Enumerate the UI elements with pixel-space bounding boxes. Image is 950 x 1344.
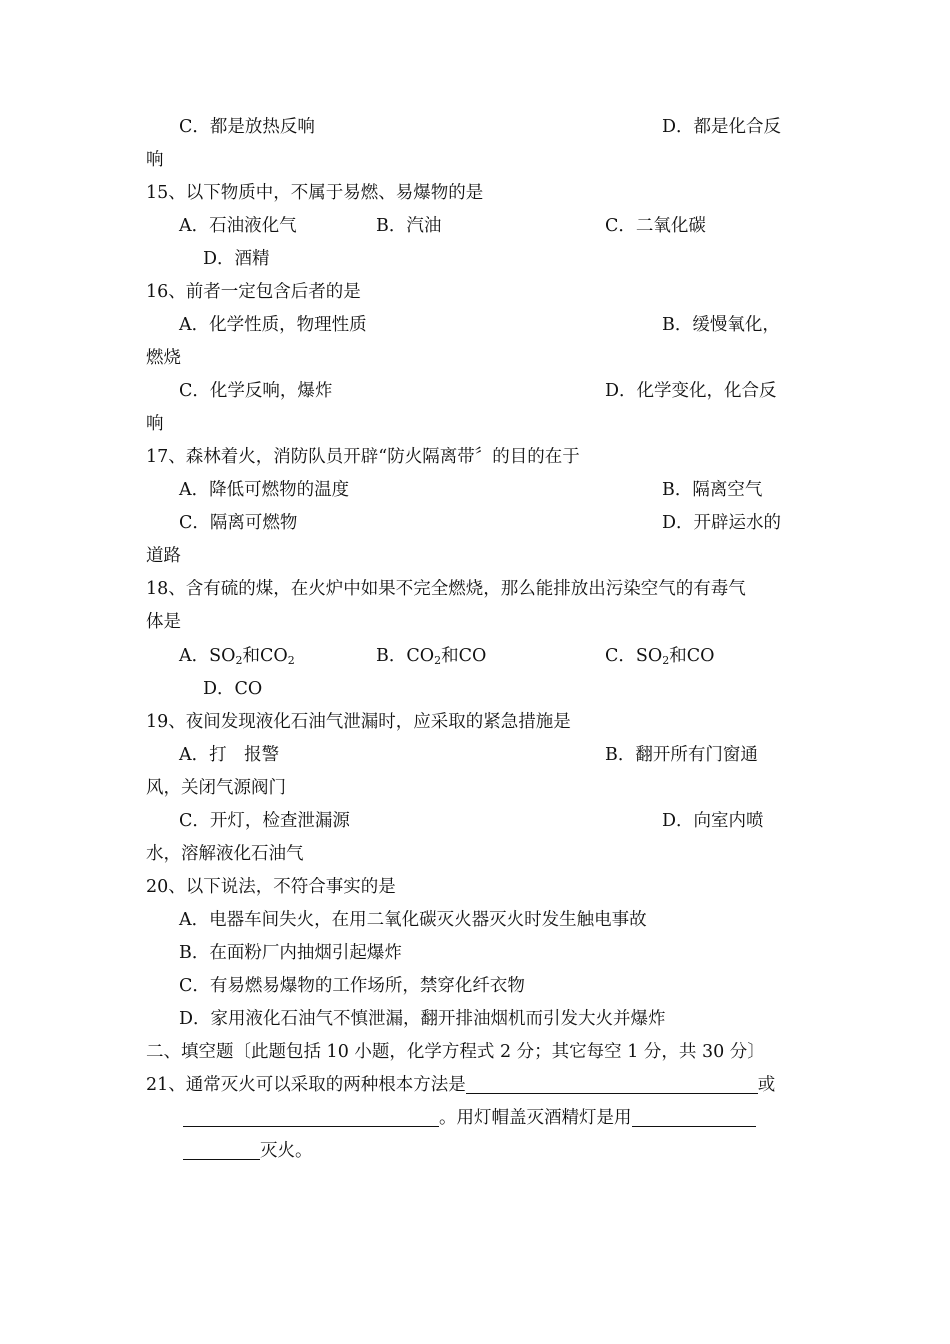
q20-option-c: C．有易燃易爆物的工作场所，禁穿化纤衣物 bbox=[179, 976, 525, 996]
q21-line1 bbox=[146, 1074, 775, 1096]
q16-option-d-wrap: 响 bbox=[146, 414, 164, 434]
q16-option-a: A．化学性质，物理性质 bbox=[179, 315, 367, 335]
q21-blank-3[interactable] bbox=[632, 1108, 756, 1127]
q18-option-d: D．CO bbox=[203, 679, 263, 699]
q18-stem-line1: 18、含有硫的煤，在火炉中如果不完全燃烧，那么能排放出污染空气的有毒气 bbox=[146, 579, 746, 599]
q21-line2 bbox=[183, 1107, 756, 1129]
q17-option-c: C．隔离可燃物 bbox=[179, 513, 298, 533]
q17-option-a: A．降低可燃物的温度 bbox=[179, 480, 350, 500]
q14-option-d-wrap: 响 bbox=[146, 150, 164, 170]
q20-option-a: A．电器车间失火，在用二氧化碳灭火器灭火时发生触电事故 bbox=[179, 910, 647, 930]
q15-option-a: A．石油液化气 bbox=[179, 216, 297, 236]
section-heading: 二、填空题〔此题包括 10 小题，化学方程式 2 分；其它每空 1 分，共 30 分〕 bbox=[146, 1042, 765, 1062]
q21-blank-1[interactable] bbox=[466, 1075, 758, 1094]
q20-option-b: B．在面粉厂内抽烟引起爆炸 bbox=[179, 943, 402, 963]
q15-option-c: C．二氧化碳 bbox=[605, 216, 706, 236]
q17-option-d: D．开辟运水的 bbox=[662, 513, 782, 533]
q18-option-b: B．$CO_2$和CO bbox=[376, 646, 487, 667]
q14-option-c: C．都是放热反响 bbox=[179, 117, 315, 137]
q21-part2: 。用灯帽盖灭酒精灯是用 bbox=[439, 1108, 632, 1128]
q16-option-b: B．缓慢氧化， bbox=[662, 315, 780, 335]
q21-blank-3-cont[interactable] bbox=[183, 1141, 260, 1160]
q19-option-b-wrap: 风，关闭气源阀门 bbox=[146, 778, 286, 798]
q18-option-a: A．$SO_2$和$CO_2$ bbox=[179, 646, 295, 667]
q17-option-d-wrap: 道路 bbox=[146, 546, 181, 566]
q16-option-d: D．化学变化，化合反 bbox=[605, 381, 777, 401]
q19-stem: 19、夜间发现液化石油气泄漏时，应采取的紧急措施是 bbox=[146, 712, 571, 732]
q21-line3 bbox=[183, 1140, 313, 1162]
q18-option-c: C．$SO_2$和CO bbox=[605, 646, 715, 667]
q20-option-d: D．家用液化石油气不慎泄漏，翻开排油烟机而引发大火并爆炸 bbox=[179, 1009, 666, 1029]
q20-stem: 20、以下说法，不符合事实的是 bbox=[146, 877, 396, 897]
q15-stem: 15、以下物质中，不属于易燃、易爆物的是 bbox=[146, 183, 484, 203]
q18-stem-line2: 体是 bbox=[146, 612, 181, 632]
q17-option-b: B．隔离空气 bbox=[662, 480, 763, 500]
q19-option-c: C．开灯，检查泄漏源 bbox=[179, 811, 350, 831]
q21-or: 或 bbox=[757, 1075, 776, 1095]
q19-option-d: D．向室内喷 bbox=[662, 811, 764, 831]
q15-option-b: B．汽油 bbox=[376, 216, 442, 236]
q17-stem: 17、森林着火，消防队员开辟“防火隔离带〞的目的在于 bbox=[146, 447, 580, 467]
q21-part1: 21、通常灭火可以采取的两种根本方法是 bbox=[146, 1075, 466, 1095]
q16-option-c: C．化学反响，爆炸 bbox=[179, 381, 333, 401]
q19-option-d-wrap: 水，溶解液化石油气 bbox=[146, 844, 304, 864]
q15-option-d: D．酒精 bbox=[203, 249, 270, 269]
q19-option-b: B．翻开所有门窗通 bbox=[605, 745, 758, 765]
q14-option-d: D．都是化合反 bbox=[662, 117, 782, 137]
q16-option-b-wrap: 燃烧 bbox=[146, 348, 181, 368]
q16-stem: 16、前者一定包含后者的是 bbox=[146, 282, 361, 302]
q19-option-a: A．打 报警 bbox=[179, 745, 280, 765]
q21-part3: 灭火。 bbox=[260, 1141, 313, 1161]
q21-blank-2[interactable] bbox=[183, 1108, 439, 1127]
